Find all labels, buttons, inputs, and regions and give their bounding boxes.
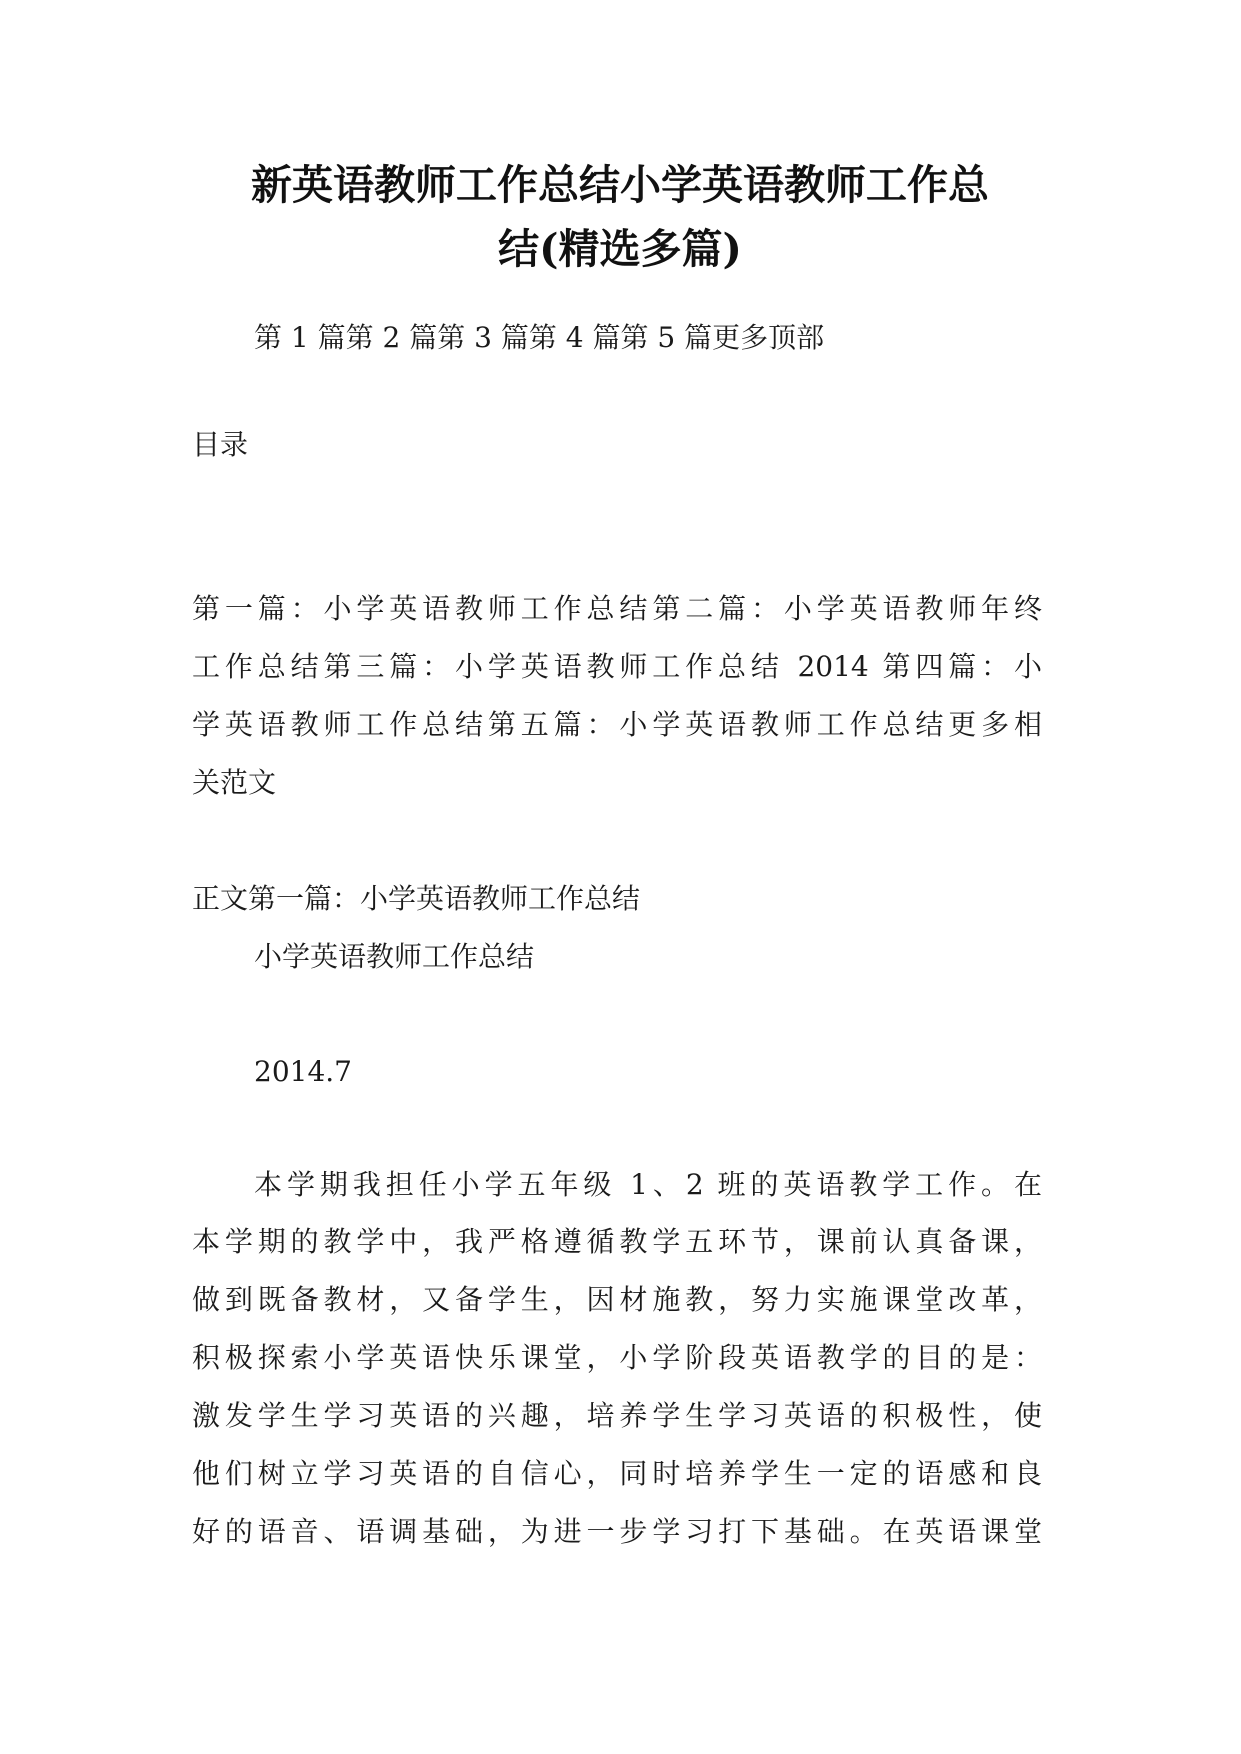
article-subtitle: 小学英语教师工作总结 [254,940,535,973]
toc-line: 关范文 [192,766,277,799]
paragraph-line: 激发学生学习英语的兴趣，培养学生学习英语的积极性，使 [192,1399,1042,1432]
paragraph-line: 他们树立学习英语的自信心，同时培养学生一定的语感和良 [192,1457,1042,1490]
paragraph-line: 好的语音、语调基础，为进一步学习打下基础。在英语课堂 [192,1515,1042,1548]
body-heading: 正文第一篇：小学英语教师工作总结 [192,882,641,915]
paragraph-line: 做到既备教材，又备学生，因材施教，努力实施课堂改革， [192,1283,1042,1316]
paragraph-line: 本学期我担任小学五年级 1、2 班的英语教学工作。在 [254,1168,1042,1201]
document-title-line-1: 新英语教师工作总结小学英语教师工作总 [251,161,989,209]
document-title-line-2: 结(精选多篇) [498,225,742,273]
toc-line: 工作总结第三篇：小学英语教师工作总结 2014 第四篇：小 [192,650,1042,683]
article-date: 2014.7 [254,1055,352,1088]
toc-heading: 目录 [192,428,249,461]
paragraph-line: 积极探索小学英语快乐课堂，小学阶段英语教学的目的是： [192,1341,1042,1374]
toc-line: 第一篇：小学英语教师工作总结第二篇：小学英语教师年终 [192,592,1042,625]
paragraph-line: 本学期的教学中，我严格遵循教学五环节，课前认真备课， [192,1225,1042,1258]
toc-line: 学英语教师工作总结第五篇：小学英语教师工作总结更多相 [192,708,1042,741]
section-navigation: 第 1 篇第 2 篇第 3 篇第 4 篇第 5 篇更多顶部 [254,321,825,354]
